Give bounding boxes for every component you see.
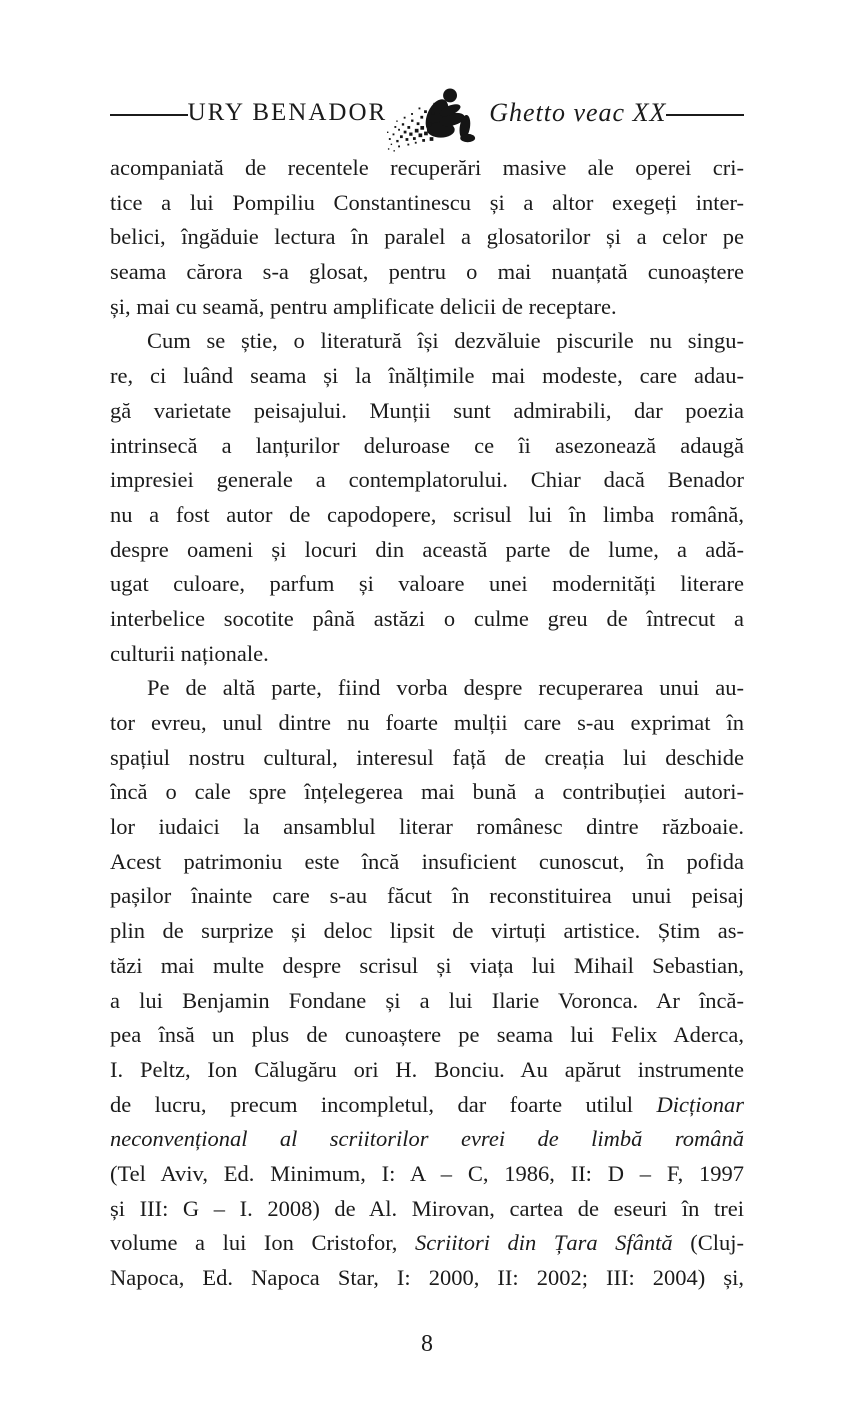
text-run: de lucru, precum incompletul, dar foarte utilul <box>110 1091 657 1117</box>
text-line <box>110 1226 744 1261</box>
text-run: tăzi mai multe despre scrisul și viața lui Mihail Sebastian, <box>110 952 744 978</box>
text-run: pea însă un plus de cunoaștere pe seama lui Felix Aderca, <box>110 1022 744 1048</box>
text-run: I. Peltz, Ion Călugăru ori H. Bonciu. Au apărut instrumente <box>110 1056 744 1082</box>
header-rule-right <box>666 114 744 116</box>
text-line <box>110 984 744 1019</box>
text-run: impresiei generale a contemplatorului. Chiar dacă Benador <box>110 467 744 493</box>
disintegrating-seated-figure-icon <box>387 85 489 155</box>
text-line <box>110 567 744 602</box>
page-number: 8 <box>421 1331 433 1357</box>
text-line <box>110 1018 744 1053</box>
text-line <box>110 290 744 325</box>
text-run: și, mai cu seamă, pentru amplificate delicii de receptare. <box>110 293 617 319</box>
text-line <box>110 463 744 498</box>
text-line <box>110 602 744 637</box>
header-author: URY BENADOR <box>187 99 388 126</box>
text-line <box>110 879 744 914</box>
text-run: a lui Benjamin Fondane și a lui Ilarie Voronca. Ar încă- <box>110 987 744 1013</box>
text-run: pașilor înainte care s-au făcut în reconstituirea unui peisaj <box>110 883 744 909</box>
text-run: încă o cale spre înțelegerea mai bună a contribuției autori- <box>110 779 744 805</box>
text-run: culturii naționale. <box>110 640 269 666</box>
text-line <box>110 1122 744 1157</box>
text-run: gă varietate peisajului. Munții sunt admirabili, dar poezia <box>110 397 744 423</box>
header-book-title: Ghetto veac XX <box>489 98 667 127</box>
text-run: Pe de altă parte, fiind vorba despre recuperarea unui au- <box>147 675 744 701</box>
text-line <box>110 637 744 672</box>
text-run: Napoca, Ed. Napoca Star, I: 2000, II: 2002; III: 2004) și, <box>110 1265 744 1290</box>
text-line <box>110 394 744 429</box>
italic-text-run: neconvențional al scriitorilor evrei de limbă română <box>110 1126 744 1152</box>
text-line <box>110 186 744 221</box>
text-line <box>110 914 744 949</box>
text-run: și III: G – I. 2008) de Al. Mirovan, cartea de eseuri în trei <box>110 1195 744 1221</box>
text-run: interbelice socotite până astăzi o culme greu de întrecut a <box>110 605 744 631</box>
text-run: acompaniată de recentele recuperări masive ale operei cri- <box>110 155 744 180</box>
text-run: nu a fost autor de capodopere, scrisul lui în limba română, <box>110 501 744 527</box>
text-line <box>110 845 744 880</box>
text-line <box>110 498 744 533</box>
text-run: despre oameni și locuri din această parte de lume, a adă- <box>110 536 744 562</box>
text-line <box>110 1192 744 1227</box>
text-line <box>110 1157 744 1192</box>
text-line <box>110 706 744 741</box>
text-line <box>110 1261 744 1296</box>
text-run: re, ci luând seama și la înălțimile mai modeste, care adau- <box>110 363 744 389</box>
text-line <box>110 359 744 394</box>
text-line <box>110 741 744 776</box>
text-run: tor evreu, unul dintre nu foarte mulții care s-au exprimat în <box>110 710 744 735</box>
text-run: (Tel Aviv, Ed. Minimum, I: A – C, 1986, II: D – F, 1997 <box>110 1160 744 1186</box>
text-line <box>110 810 744 845</box>
text-run: seama cărora s-a glosat, pentru o mai nuanțată cunoaștere <box>110 259 744 285</box>
text-line <box>110 1053 744 1088</box>
text-run: intrinsecă a lanțurilor deluroase ce îi asezonează adaugă <box>110 432 744 458</box>
text-line <box>110 220 744 255</box>
text-block <box>110 151 744 1296</box>
text-line <box>110 1088 744 1123</box>
text-line <box>110 255 744 290</box>
text-run: ugat culoare, parfum și valoare unei modernități literare <box>110 571 744 597</box>
text-run: (Cluj- <box>672 1230 744 1256</box>
text-run: belici, îngăduie lectura în paralel a glosatorilor și a celor pe <box>110 224 744 250</box>
text-line <box>110 775 744 810</box>
text-run: Acest patrimoniu este încă insuficient cunoscut, în pofida <box>110 848 744 874</box>
text-line <box>110 671 744 706</box>
text-run: Cum se știe, o literatură își dezvăluie piscurile nu singu- <box>147 328 744 354</box>
italic-text-run: Scriitori din Țara Sfântă <box>414 1230 673 1256</box>
text-run: volume a lui Ion Cristofor, <box>110 1230 415 1256</box>
text-line <box>110 949 744 984</box>
text-line <box>110 151 744 186</box>
running-header <box>110 84 744 142</box>
text-line <box>110 324 744 359</box>
text-line <box>110 533 744 568</box>
text-run: tice a lui Pompiliu Constantinescu și a altor exegeți inter- <box>110 189 744 215</box>
text-run: plin de surprize și deloc lipsit de virtuți artistice. Știm as- <box>110 918 744 944</box>
text-run: lor iudaici la ansamblul literar românesc dintre războaie. <box>110 814 744 840</box>
text-run: spațiul nostru cultural, interesul față de creația lui deschide <box>110 744 744 770</box>
header-rule-left <box>110 114 188 116</box>
italic-text-run: Dicționar <box>656 1091 744 1117</box>
text-line <box>110 429 744 464</box>
